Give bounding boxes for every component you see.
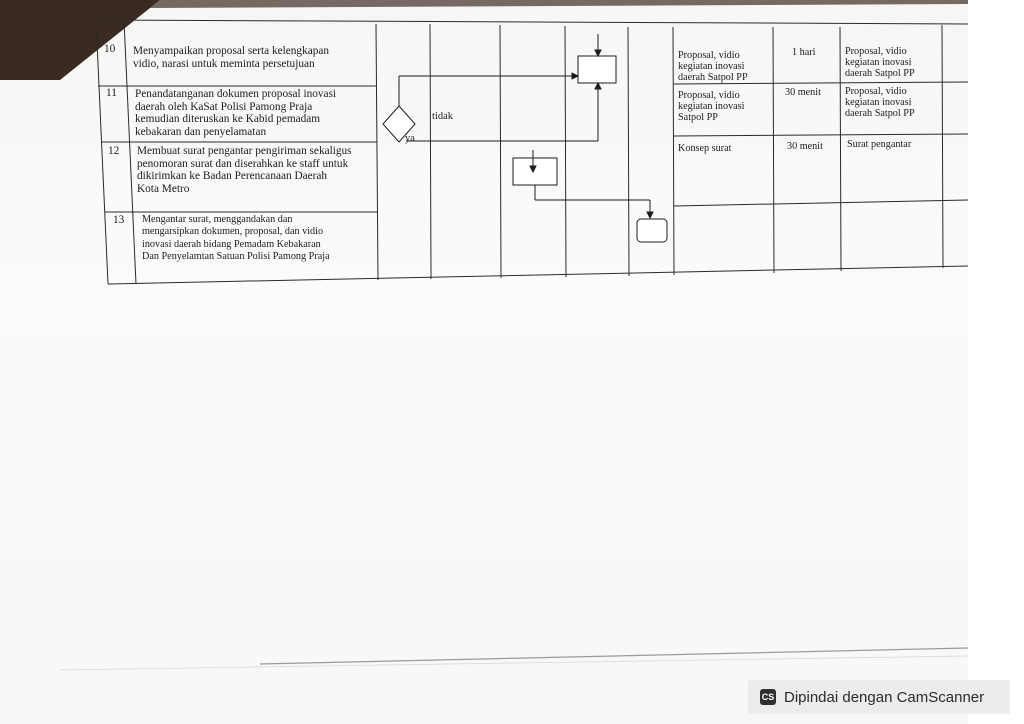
- activity-cell: [133, 45, 329, 70]
- activity-line: Menyampaikan proposal serta kelengkapan: [133, 45, 330, 57]
- activity-line: mengarsipkan dokumen, proposal, dan vidio: [142, 226, 324, 238]
- output-line: daerah Satpol PP: [845, 108, 915, 119]
- activity-cell: [135, 88, 336, 138]
- output-line: kegiatan inovasi: [845, 97, 912, 108]
- activity-line: Kota Metro: [137, 182, 190, 195]
- output-line: kegiatan inovasi: [845, 57, 912, 68]
- output-line: Proposal, vidio: [845, 86, 907, 97]
- time-cell: 30 menit: [787, 141, 823, 152]
- activity-line: Mengantar surat, menggandakan dan: [142, 214, 293, 225]
- input-line: kegiatan inovasi: [678, 61, 745, 72]
- row-number: 11: [106, 87, 117, 99]
- activity-line: Penandatanganan dokumen proposal inovasi: [135, 88, 337, 100]
- input-line: daerah Satpol PP: [678, 72, 748, 83]
- activity-line: kebakaran dan penyelamatan: [135, 125, 267, 138]
- activity-line: Membuat surat pengantar pengiriman sekaligus: [137, 145, 352, 157]
- activity-cell: [137, 145, 352, 195]
- input-line: Satpol PP: [678, 112, 718, 123]
- decision-yes-label: ya: [405, 133, 415, 144]
- time-cell: 30 menit: [785, 87, 821, 98]
- output-cell: Surat pengantar: [847, 139, 912, 150]
- camscanner-watermark: [748, 680, 1010, 714]
- output-line: daerah Satpol PP: [845, 68, 915, 79]
- input-cell: [678, 143, 731, 154]
- input-cell: [678, 50, 748, 83]
- activity-cell: [142, 214, 330, 264]
- row-number: 10: [104, 43, 116, 55]
- decision-no-label: tidak: [432, 111, 453, 122]
- row-number: 13: [113, 214, 125, 226]
- activity-line: penomoran surat dan diserahkan ke staff untuk: [137, 157, 349, 170]
- activity-line: kemudian diteruskan ke Kabid pemadam: [135, 113, 321, 126]
- flowchart: [383, 34, 667, 242]
- input-line: Proposal, vidio: [678, 90, 740, 101]
- camscanner-logo-icon: CS: [760, 689, 776, 705]
- activity-line: Dan Penyelamtan Satuan Polisi Pamong Praja: [142, 251, 330, 263]
- row-number: 12: [108, 145, 120, 157]
- input-cell: [678, 90, 744, 123]
- input-line: kegiatan inovasi: [678, 101, 745, 112]
- activity-line: dikirimkan ke Badan Perencanaan Daerah: [137, 170, 328, 183]
- activity-line: inovasi daerah bidang Pemadam Kebakaran: [142, 238, 321, 250]
- activity-line: vidio, narasi untuk meminta persetujuan: [133, 57, 315, 70]
- time-cell: 1 hari: [792, 47, 816, 58]
- output-cell: [845, 86, 915, 119]
- output-line: Proposal, vidio: [845, 46, 907, 57]
- input-line: Konsep surat: [678, 143, 732, 154]
- input-line: Proposal, vidio: [678, 50, 740, 61]
- watermark-text: Dipindai dengan CamScanner: [784, 688, 985, 706]
- activity-line: daerah oleh KaSat Polisi Pamong Praja: [135, 100, 313, 113]
- output-cell: [845, 46, 915, 79]
